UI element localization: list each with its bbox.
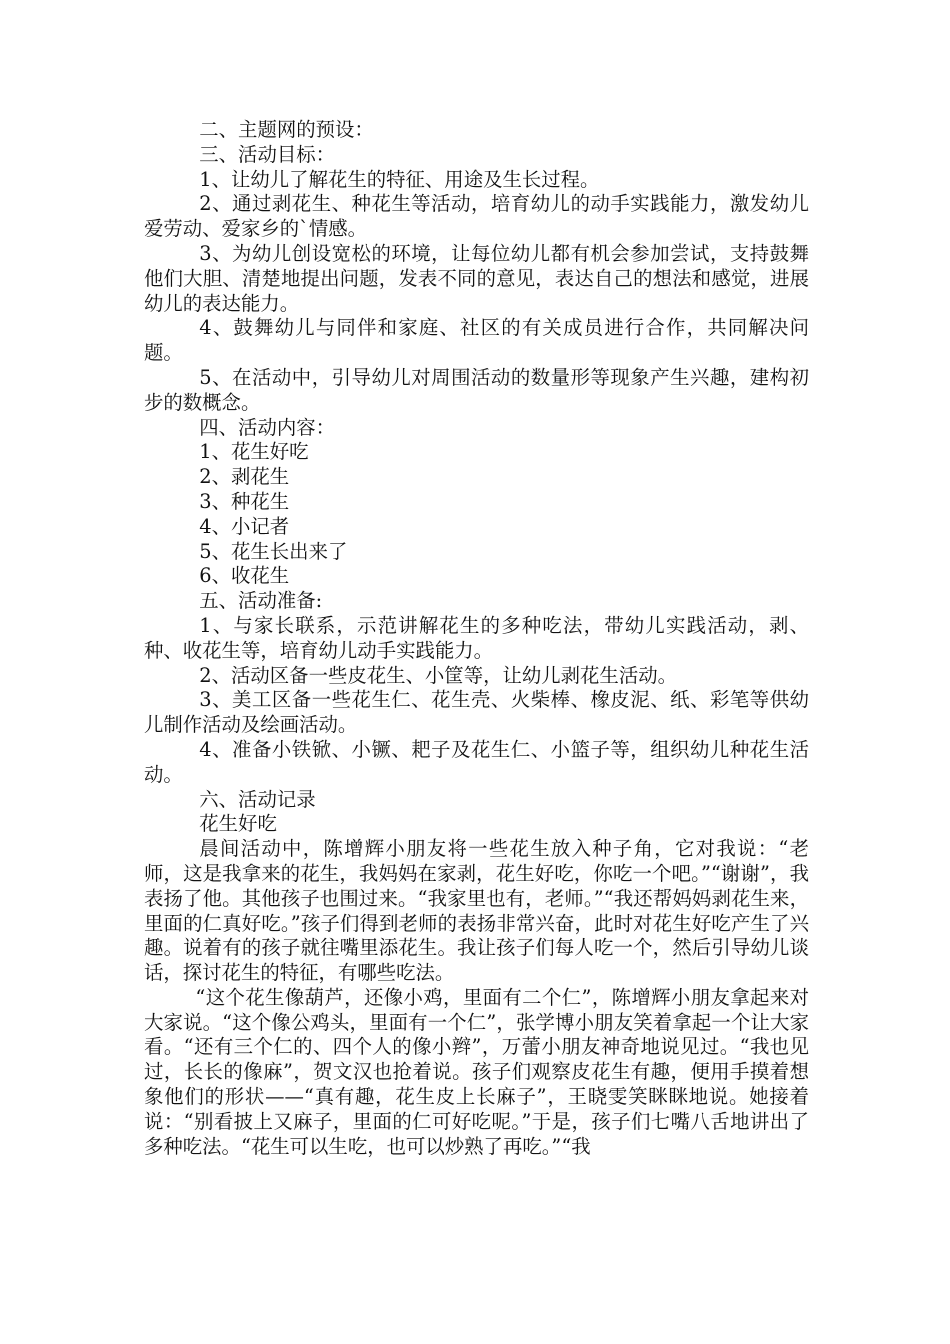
goal-item-4: 4、鼓舞幼儿与同伴和家庭、社区的有关成员进行合作，共同解决问题。 <box>144 316 809 365</box>
heading-theme-web: 二、主题网的预设： <box>199 118 374 141</box>
content-item-2: 2、剥花生 <box>199 465 290 489</box>
content-item-3: 3、种花生 <box>199 489 290 513</box>
goal-item-2: 2、通过剥花生、种花生等活动，培育幼儿的动手实践能力，激发幼儿爱劳动、爱家乡的`情感。 <box>144 192 809 241</box>
subheading-peanut-tasty: 花生好吃 <box>199 812 277 836</box>
heading-activity-record: 六、活动记录 <box>199 787 316 811</box>
prep-item-2: 2、活动区备一些皮花生、小筐等，让幼儿剥花生活动。 <box>199 663 677 687</box>
heading-activity-content: 四、活动内容： <box>199 415 336 439</box>
content-item-1: 1、花生好吃 <box>199 440 309 464</box>
record-paragraph-2: “这个花生像葫芦，还像小鸡，里面有二个仁”，陈增辉小朋友拿起来对大家说。“这个像公鸡头，里面有一个仁”，张学博小朋友笑着拿起一个让大家看。“还有三个仁的、四个人的像小辫”，万蕾小朋友神奇地说见过。“我也见过，长长的像麻”，贺文汉也抢着说。孩子们观察皮花生有趣，便用手摸着想象他们的形状——“真有趣，花生皮上长麻子”，王晓雯笑眯眯地说。她接着说：“别看披上又麻子，里面的仁可好吃呢。”于是，孩子们七嘴八舌地讲出了多种吃法。“花生可以生吃，也可以炒熟了再吃。”“我 <box>144 985 809 1158</box>
goal-item-5: 5、在活动中，引导幼儿对周围活动的数量形等现象产生兴趣，建构初步的数概念。 <box>144 365 809 414</box>
content-item-4: 4、小记者 <box>199 514 290 538</box>
prep-item-4: 4、准备小铁锨、小镢、耙子及花生仁、小篮子等，组织幼儿种花生活动。 <box>144 737 809 786</box>
prep-item-1: 1、与家长联系，示范讲解花生的多种吃法，带幼儿实践活动，剥、种、收花生等，培育幼儿动手实践能力。 <box>144 613 809 662</box>
content-item-6: 6、收花生 <box>199 564 290 588</box>
content-item-5: 5、花生长出来了 <box>199 539 348 563</box>
goal-item-1: 1、让幼儿了解花生的特征、用途及生长过程。 <box>199 167 600 191</box>
prep-item-3: 3、美工区备一些花生仁、花生壳、火柴棒、橡皮泥、纸、彩笔等供幼儿制作活动及绘画活动。 <box>144 688 809 737</box>
document-page <box>144 118 809 1159</box>
goal-item-3: 3、为幼儿创设宽松的环境，让每位幼儿都有机会参加尝试，支持鼓舞他们大胆、清楚地提出问题，发表不同的意见，表达自己的想法和感觉，进展幼儿的表达能力。 <box>144 241 809 315</box>
heading-activity-goals: 三、活动目标： <box>199 142 336 166</box>
heading-activity-preparation: 五、活动准备: <box>199 589 323 613</box>
record-paragraph-1: 晨间活动中，陈增辉小朋友将一些花生放入种子角，它对我说：“老师，这是我拿来的花生，我妈妈在家剥，花生好吃，你吃一个吧。”“谢谢”，我表扬了他。其他孩子也围过来。“我家里也有，老师。”“我还帮妈妈剥花生来，里面的仁真好吃。”孩子们得到老师的表扬非常兴奋，此时对花生好吃产生了兴趣。说着有的孩子就往嘴里添花生。我让孩子们每人吃一个，然后引导幼儿谈话，探讨花生的特征，有哪些吃法。 <box>144 837 809 985</box>
